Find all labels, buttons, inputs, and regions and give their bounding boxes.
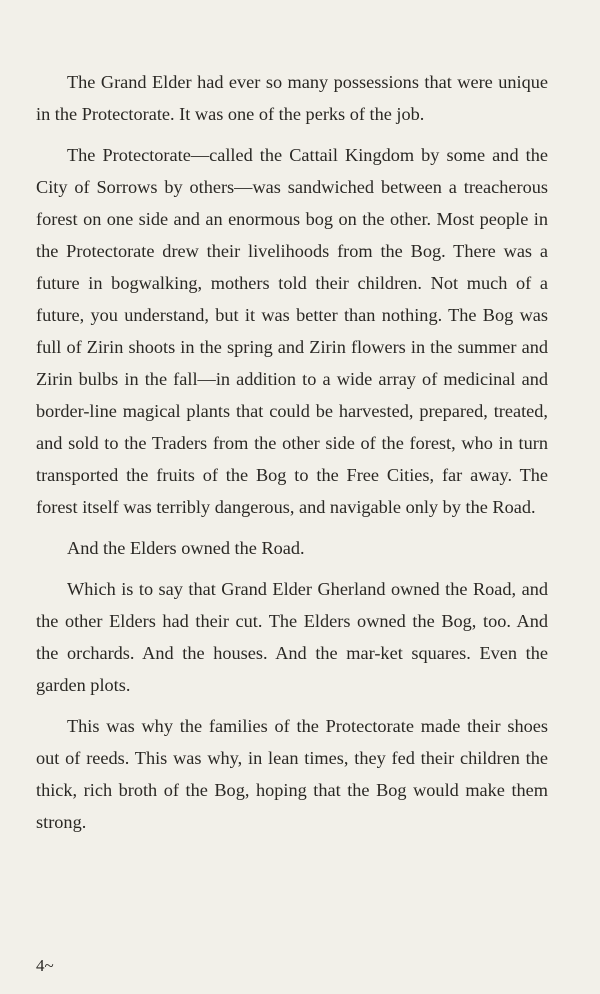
paragraph-5: This was why the families of the Protectorate made their shoes out of reeds. This was why, in lean times, they fed their children the thick, rich broth of the Bog, hoping that the Bog would make them strong. [36,716,548,832]
page-text [36,66,548,838]
paragraph-4: Which is to say that Grand Elder Gherland owned the Road, and the other Elders had their cut. The Elders owned the Bog, too. And the orchards. And the houses. And the mar-ket squares. Even the garden plots. [36,579,548,695]
paragraph-3: And the Elders owned the Road. [67,538,305,558]
page-number: 4~ [36,956,54,975]
paragraph-2: The Protectorate—called the Cattail Kingdom by some and the City of Sorrows by others—was sandwiched between a treacherous forest on one side and an enormous bog on the other. Most people in the Protectorate drew their livelihoods from the Bog. There was a future in bogwalking, mothers told their children. Not much of a future, you understand, but it was better than nothing. The Bog was full of Zirin shoots in the spring and Zirin flowers in the summer and Zirin bulbs in the fall—in addition to a wide array of medicinal and border-line magical plants that could be harvested, prepared, treated, and sold to the Traders from the other side of the forest, who in turn transported the fruits of the Bog to the Free Cities, far away. The forest itself was terribly dangerous, and navigable only by the Road. [36,145,548,517]
paragraph-1: The Grand Elder had ever so many possessions that were unique in the Protectorate. It was one of the perks of the job. [36,72,548,124]
